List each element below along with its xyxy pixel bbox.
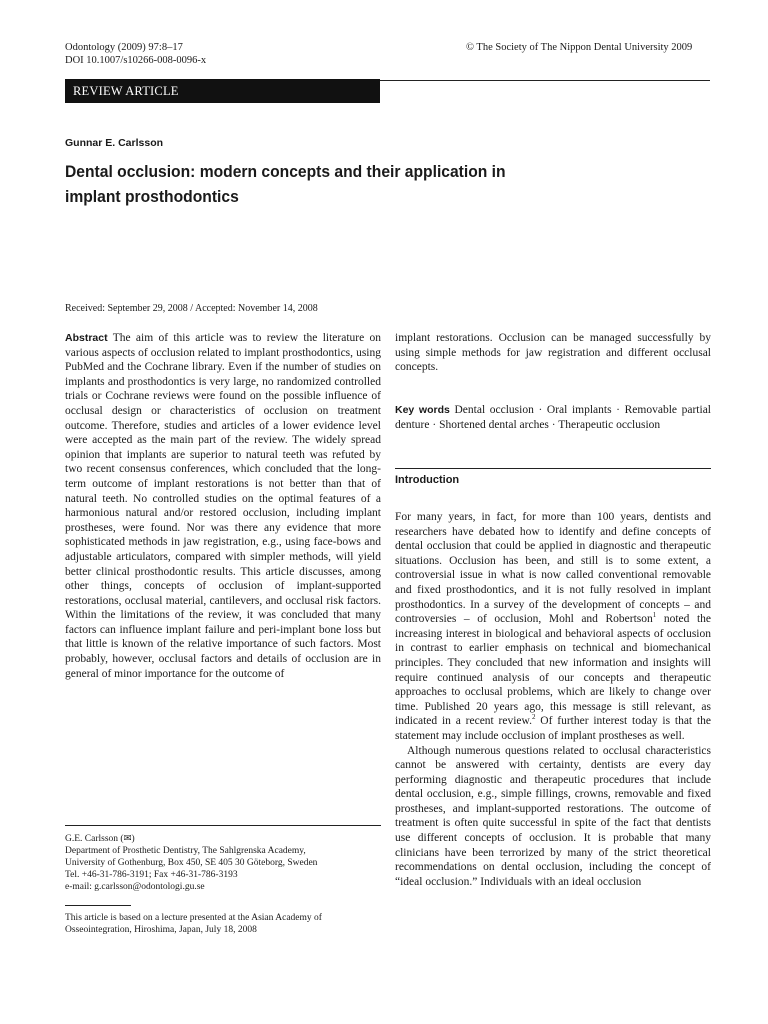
intro-text-b: noted the increasing interest in biological and behavioral aspects of occlusion in contrast to earlier emphasis on technical and biomechanical principles. They concluded that new information and insights will require continued analysis of our concepts and therapeutic approaches to occlusal problems, which are likely to change over time. Published 20 years ago, this message is still relevant, as indicated in a recent review. — [395, 613, 711, 728]
abstract-continuation — [395, 331, 711, 375]
section-heading-introduction: Introduction — [395, 474, 460, 486]
copyright: © The Society of The Nippon Dental University 2009 — [466, 42, 693, 53]
reference-2: 2 — [531, 713, 536, 722]
keywords-text: Dental occlusion · Oral implants · Removable partial denture · Shortened dental arches · Therapeutic occlusion — [395, 404, 711, 431]
introduction-body — [395, 510, 711, 889]
received-dates: Received: September 29, 2008 / Accepted: November 14, 2008 — [65, 303, 318, 314]
title-line-1: Dental occlusion: modern concepts and their application in — [65, 162, 506, 181]
affiliation-dept: Department of Prosthetic Dentistry, The Sahlgrenska Academy, — [65, 846, 306, 856]
abstract-text: The aim of this article was to review the literature on various aspects of occlusion related to implant prosthodontics, using PubMed and the Cochrane library. Even if the number of studies on implants and prosthodontics is very large, no randomized controlled trials or Cochrane reviews were found on the possible influence of occlusal design or characteristics of occlusion on treatment outcome. Therefore, studies and articles of a lower evidence level were accepted as the main part of the review. The widely spread opinion that implants are superior to natural teeth was refuted by two recent consensus conferences, which concluded that the long-term outcome of implant restorations is not better than that of natural teeth. No controlled studies on the optimal features of a harmonious natural and/or restored occlusion, including implant prostheses, were found. Nor was there any evidence that more sophisticated methods in jaw registration, e.g., using face-bows and adjustable articulators, compared with simpler methods, will yield better clinical prosthodontic results. This article discusses, among other things, concepts of occlusion of implant-supported restorations, occlusal material, cantilevers, and occlusal risk factors. Within the limitations of the review, it was concluded that many factors can influence implant failure and peri-implant bone loss but that little is known of the relative importance of such factors. Most probably, however, occlusal factors and details of occlusion are in general of minor importance for the outcome of — [65, 332, 382, 680]
affiliation-phone: Tel. +46-31-786-3191; Fax +46-31-786-3193 — [65, 870, 238, 880]
keywords-label: Key words — [395, 404, 450, 416]
affiliation-email: e-mail: g.carlsson@odontologi.gu.se — [65, 882, 205, 892]
affiliation-rule — [65, 825, 381, 826]
footnote-rule — [65, 905, 131, 906]
footnote: This article is based on a lecture presented at the Asian Academy of Osseointegration, Hiroshima, Japan, July 18, 2008 — [65, 913, 322, 935]
keywords — [395, 403, 711, 432]
section-rule — [395, 468, 711, 469]
header-rule — [380, 80, 710, 81]
affiliation-univ: University of Gothenburg, Box 450, SE 405 30 Göteborg, Sweden — [65, 858, 318, 868]
abstract — [65, 331, 381, 681]
author: Gunnar E. Carlsson — [65, 137, 164, 149]
doi: DOI 10.1007/s10266-008-0096-x — [65, 55, 207, 66]
intro-text-a: For many years, in fact, for more than 100 years, dentists and researchers have debated how to identify and define concepts of dental occlusion that could be applied in diagnostic and therapeutic situations. Occlusion has been, and still is to some extent, a controversial issue in what is now called conventional removable and fixed prosthodontics, and it is not fully resolved in implant prosthodontics. In a survey of the development of concepts – and controversies – of occlusion, Mohl and Robertson — [395, 511, 711, 626]
reference-1: 1 — [652, 611, 657, 620]
journal-citation: Odontology (2009) 97:8–17 — [65, 42, 183, 53]
article-type-banner: REVIEW ARTICLE — [65, 79, 380, 103]
title-line-2: implant prosthodontics — [65, 187, 239, 206]
abstract-label: Abstract — [65, 332, 108, 344]
intro-text-c: Of further interest today is that the statement may include occlusion of implant prostheses as well. — [395, 715, 711, 742]
introduction-paragraph-1 — [395, 510, 711, 744]
article-title — [65, 159, 580, 209]
author-affiliation — [65, 833, 381, 893]
abstract-continuation-text: implant restorations. Occlusion can be managed successfully by using simple methods for jaw registration and different occlusal concepts. — [395, 332, 711, 374]
affiliation-name: G.E. Carlsson (✉) — [65, 834, 135, 844]
introduction-paragraph-2: Although numerous questions related to occlusal characteristics cannot be answered with certainty, dentists are every day performing diagnostic and therapeutic procedures that include dental occlusion, e.g., simple fillings, crowns, removable and fixed prostheses, and implant-supported restorations. The outcome of treatment is often quite successful in spite of the fact that dentists use different concepts of occlusion. It is probable that many clinicians have been terrorized by many of the strict theoretical recommendations on dental occlusion, including the concept of “ideal occlusion.” Individuals with an ideal occlusion — [395, 744, 711, 888]
